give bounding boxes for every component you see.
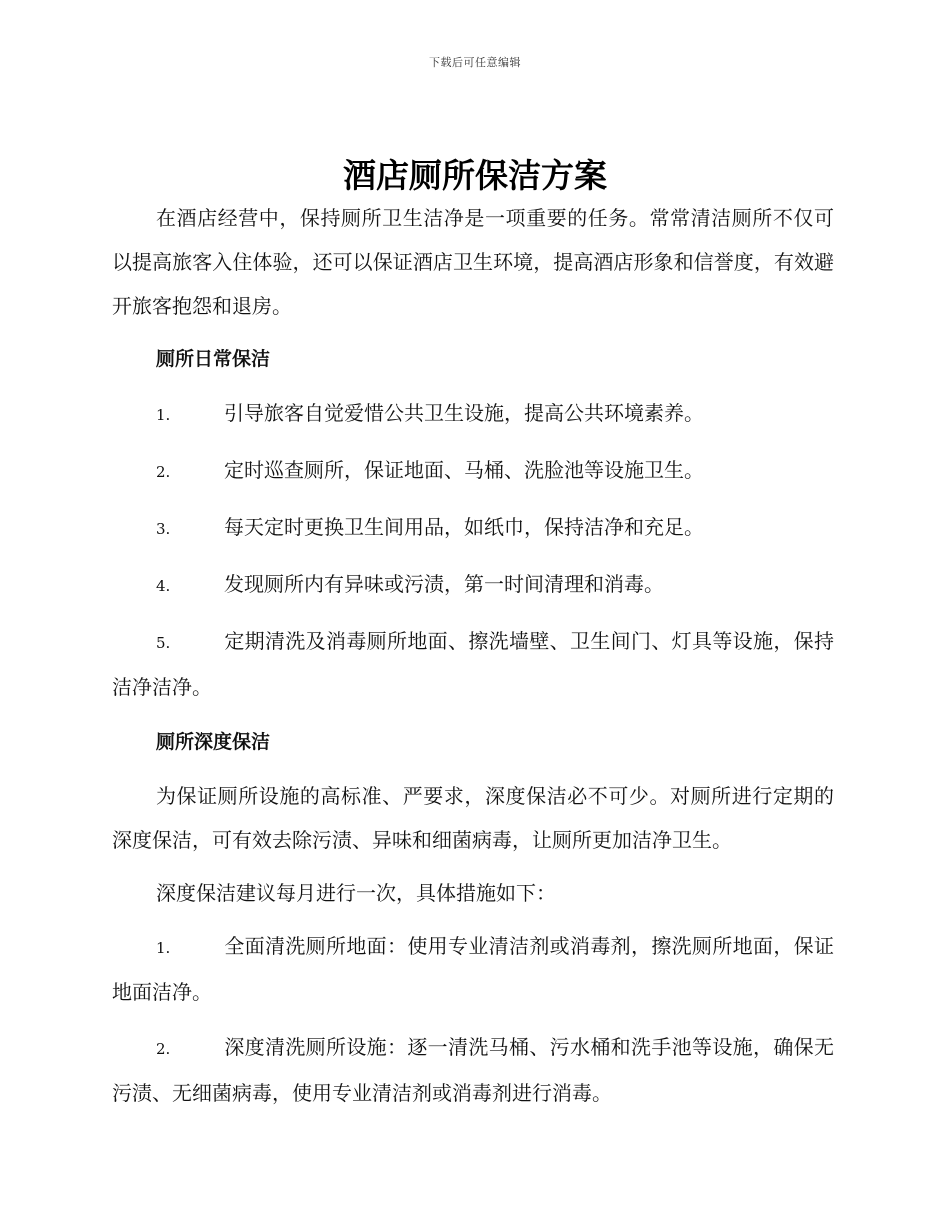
- list-item: [112, 505, 834, 551]
- list-item-text: 全面清洗厕所地面：使用专业清洁剂或消毒剂，擦洗厕所地面，保证地面洁净。: [112, 934, 834, 1004]
- list-item-number: 1.: [156, 939, 171, 957]
- list-item-text: 深度清洗厕所设施：逐一清洗马桶、污水桶和洗手池等设施，确保无污渍、无细菌病毒，使用专业清洁剂或消毒剂进行消毒。: [112, 1035, 834, 1105]
- list-item-text: 发现厕所内有异味或污渍，第一时间清理和消毒。: [224, 572, 664, 596]
- body-paragraph: 为保证厕所设施的高标准、严要求，深度保洁必不可少。对厕所进行定期的深度保洁，可有效去除污渍、异味和细菌病毒，让厕所更加洁净卫生。: [112, 784, 834, 852]
- list-item-text: 定时巡查厕所，保证地面、马桶、洗脸池等设施卫生。: [224, 458, 704, 482]
- body-paragraph: 深度保洁建议每月进行一次，具体措施如下：: [156, 881, 556, 905]
- list-item: [112, 562, 834, 608]
- list-item-number: 5.: [156, 634, 171, 652]
- list-item-text: 定期清洗及消毒厕所地面、擦洗墙壁、卫生间门、灯具等设施，保持洁净洁净。: [112, 629, 834, 699]
- section-heading-deep-cleaning: 厕所深度保洁: [156, 731, 271, 753]
- list-item-number: 4.: [156, 577, 171, 595]
- document-body: [112, 196, 834, 1126]
- list-item: [112, 924, 834, 1014]
- list-item-number: 2.: [156, 1040, 171, 1058]
- list-item: [112, 391, 834, 437]
- list-item: [112, 619, 834, 709]
- intro-paragraph: 在酒店经营中，保持厕所卫生洁净是一项重要的任务。常常清洁厕所不仅可以提高旅客入住体验，还可以保证酒店卫生环境，提高酒店形象和信誉度，有效避开旅客抱怨和退房。: [112, 206, 834, 318]
- section-heading-daily-cleaning: 厕所日常保洁: [156, 348, 271, 370]
- page-header-watermark: 下载后可任意编辑: [429, 56, 521, 69]
- list-item-number: 3.: [156, 520, 171, 538]
- document-title: 酒店厕所保洁方案: [343, 156, 607, 195]
- list-item-number: 1.: [156, 406, 171, 424]
- list-item: [112, 448, 834, 494]
- list-item-text: 引导旅客自觉爱惜公共卫生设施，提高公共环境素养。: [224, 401, 704, 425]
- list-item: [112, 1025, 834, 1115]
- list-item-number: 2.: [156, 463, 171, 481]
- list-item-text: 每天定时更换卫生间用品，如纸巾，保持洁净和充足。: [224, 515, 704, 539]
